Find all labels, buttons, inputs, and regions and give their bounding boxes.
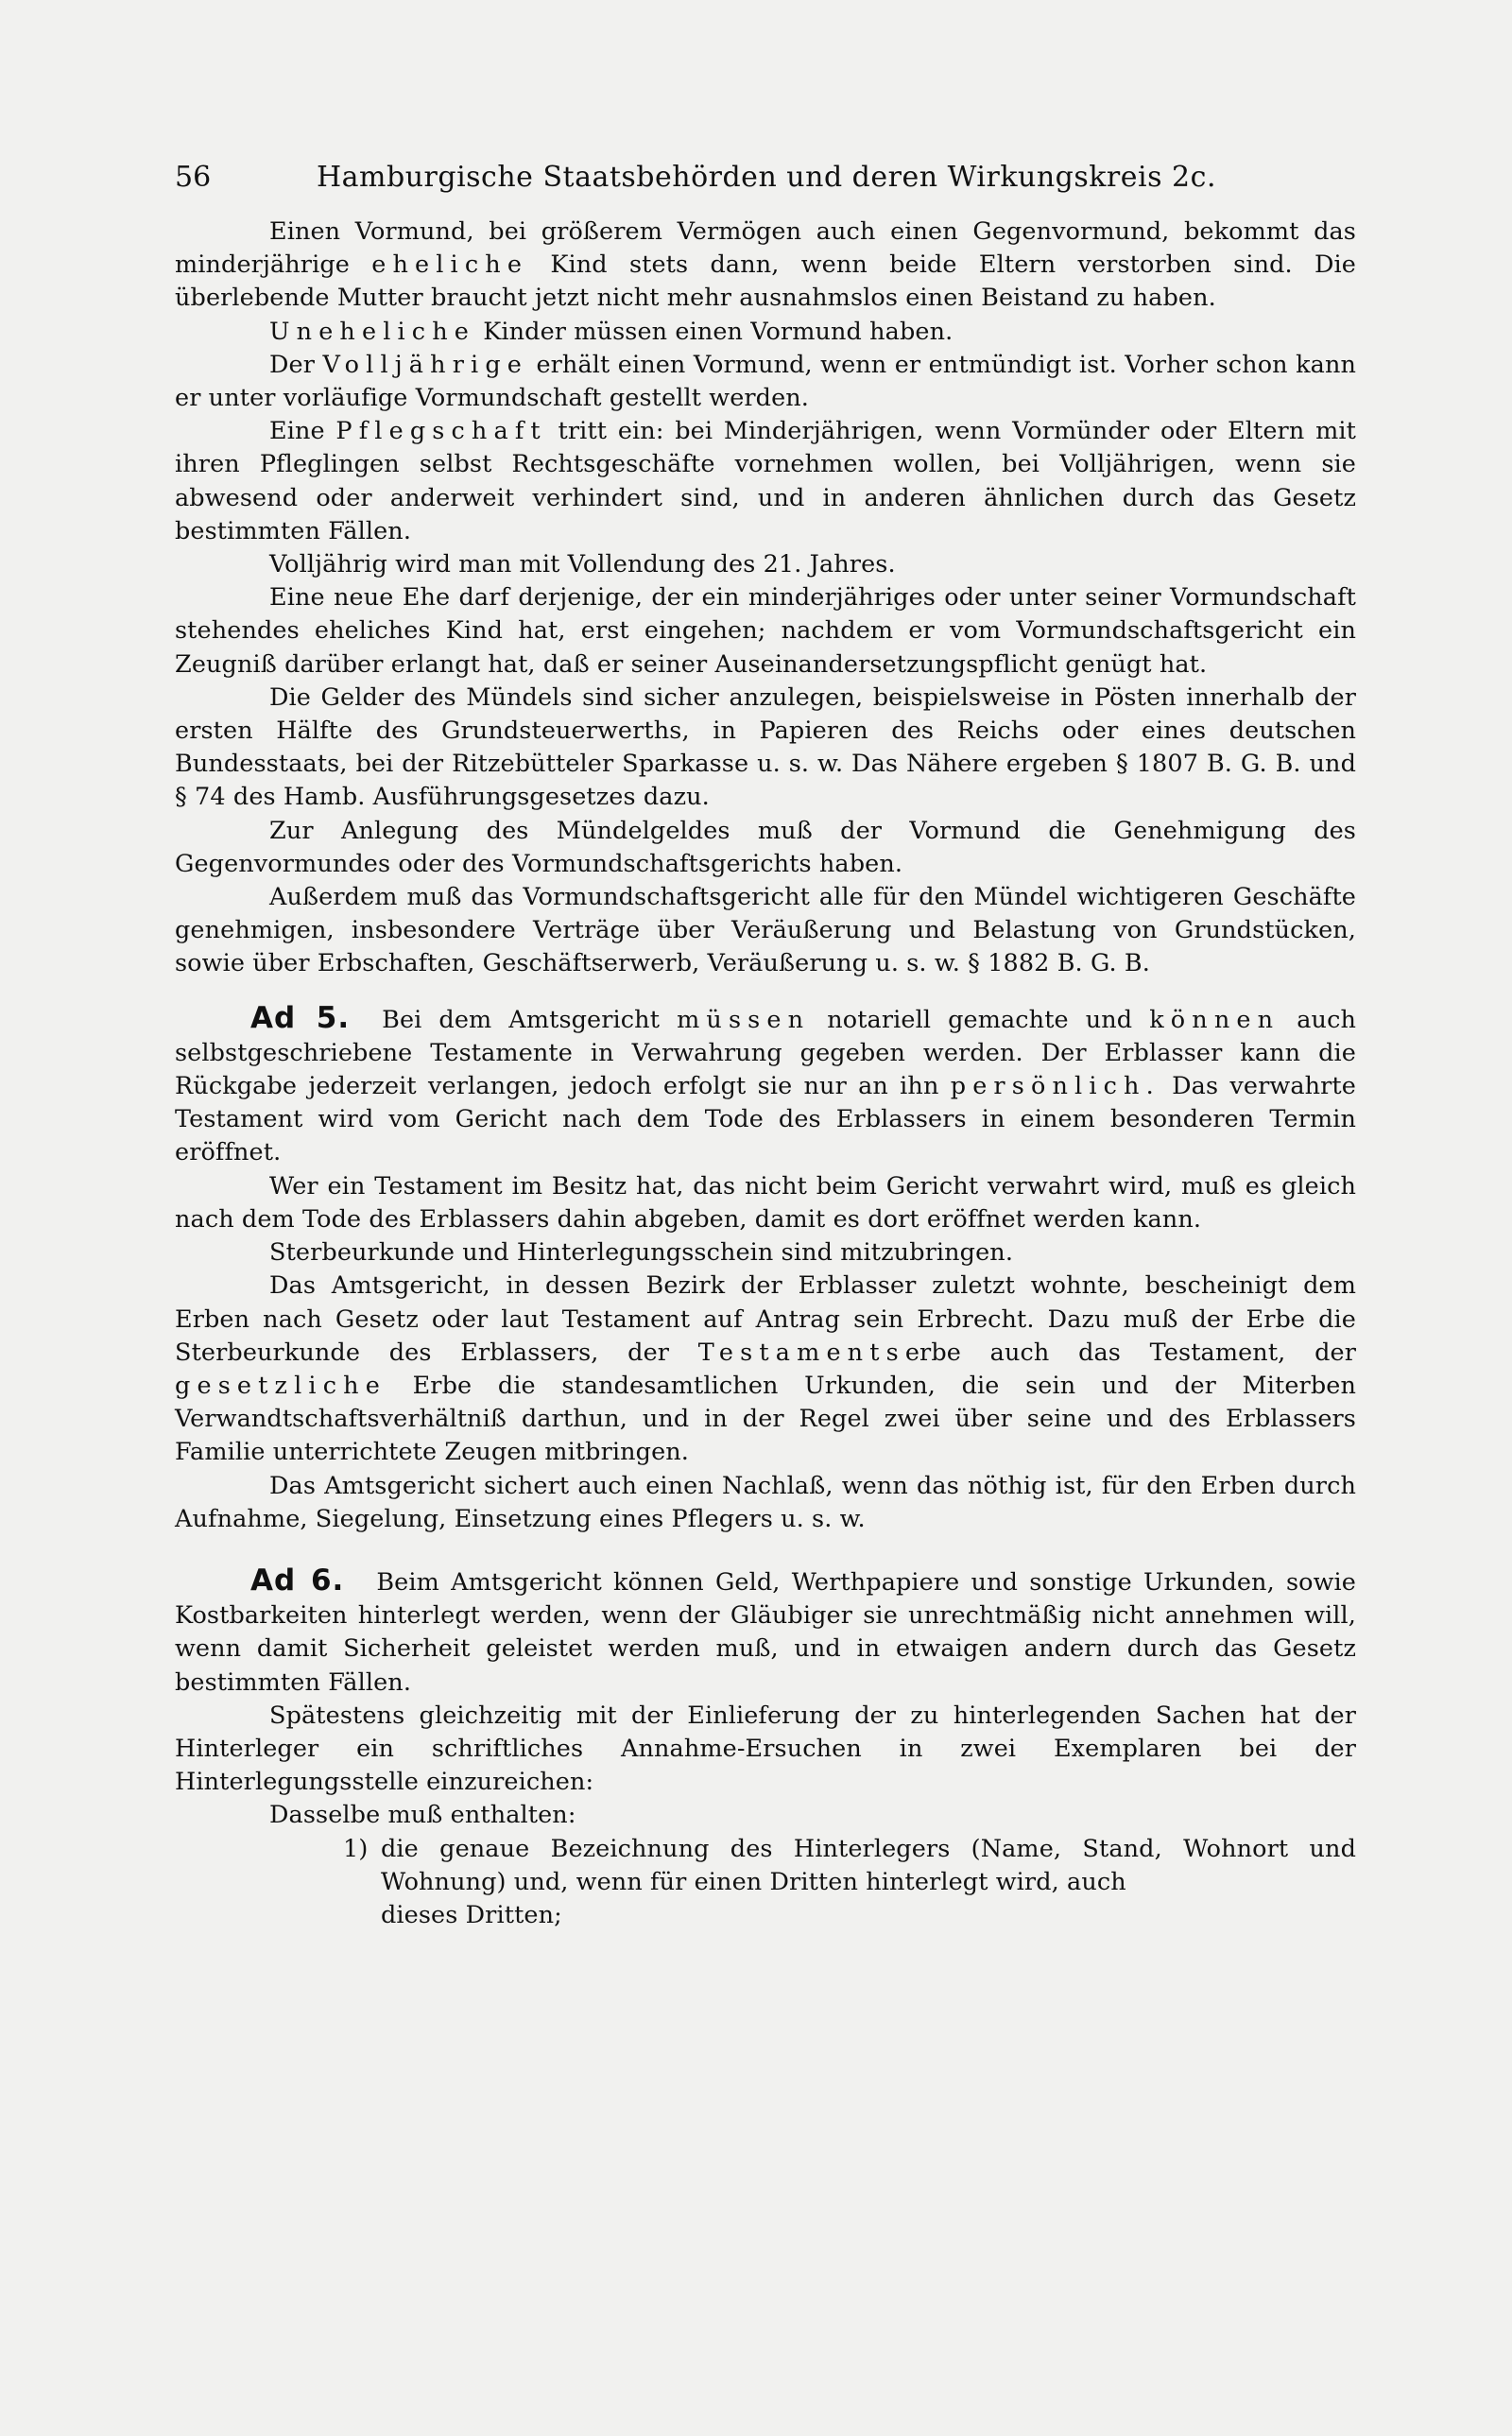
- paragraph-guardian: Einen Vormund, bei größerem Vermögen auch einen Gegenvormund, bekommt das minderjährige eheliche Kind stets dann, wenn beide Eltern verstorben sind. Die überlebende Mutter braucht jetzt nicht mehr ausnahmslos einen Beistand zu haben.: [175, 217, 1356, 313]
- paragraph-court-approval: Außerdem muß das Vormundschaftsgericht alle für den Mündel wichtigeren Geschäfte genehmigen, insbesondere Verträge über Veräußerung und Belastung von Grundstücken, sowie über Erbschaften, Geschäftserwerb, Veräußerung u. s. w. § 1882 B. G. B.: [175, 883, 1356, 978]
- paragraph-curatorship: Eine Pflegschaft tritt ein: bei Minderjährigen, wenn Vormünder oder Eltern mit ihren Pfleglingen selbst Rechtsgeschäfte vornehmen wollen, bei Volljährigen, wenn sie abwesend oder anderweit verhindert sind, und in anderen ähnlichen durch das Gesetz bestimmten Fällen.: [175, 417, 1356, 545]
- paragraph-adult: Der Volljährige erhält einen Vormund, wenn er entmündigt ist. Vorher schon kann er unter vorläufige Vormundschaft gestellt werden.: [175, 350, 1356, 413]
- page-header: [175, 161, 1356, 199]
- paragraph-remarriage: Eine neue Ehe darf derjenige, der ein minderjähriges oder unter seiner Vormundschaft stehendes eheliches Kind hat, erst eingehen; nachdem er vom Vormundschaftsgericht ein Zeugniß darüber erlangt hat, daß er seiner Auseinandersetzungspflicht genügt hat.: [175, 583, 1356, 679]
- paragraph-ward-money: Die Gelder des Mündels sind sicher anzulegen, beispielsweise in Pösten innerhalb der ersten Hälfte des Grundsteuerwerths, in Papieren des Reichs oder eines deutschen Bundesstaats, bei der Ritzebütteler Sparkasse u. s. w. Das Nähere ergeben § 1807 B. G. B. und § 74 des Hamb. Ausführungsgesetzes dazu.: [175, 682, 1356, 812]
- list-item: 1) die genaue Bezeichnung des Hinterlegers (Name, Stand, Wohnort und Wohnung) und, wenn für einen Dritten hinterlegt wird, auch: [343, 1834, 1356, 1896]
- paragraph-must-contain: Dasselbe muß enthalten:: [269, 1801, 576, 1830]
- paragraph-inheritance-certificate: Das Amtsgericht, in dessen Bezirk der Erblasser zuletzt wohnte, bescheinigt dem Erben nach Gesetz oder laut Testament auf Antrag sein Erbrecht. Dazu muß der Erbe die Sterbeurkunde des Erblassers, der Testamentserbe auch das Testament, der gesetzliche Erbe die standesamtlichen Urkunden, die sein und der Miterben Verwandtschaftsverhältniß darthun, und in der Regel zwei über seine und des Erblassers Familie unterrichtete Zeugen mitbringen.: [175, 1271, 1356, 1467]
- body-text: [175, 216, 1356, 1932]
- paragraph-estate-security: Das Amtsgericht sichert auch einen Nachlaß, wenn das nöthig ist, für den Erben durch Aufnahme, Siegelung, Einsetzung eines Pflegers u. s. w.: [175, 1471, 1356, 1533]
- paragraph-death-certificate: Sterbeurkunde und Hinterlegungsschein sind mitzubringen.: [269, 1238, 1014, 1268]
- paragraph-deposit-request: Spätestens gleichzeitig mit der Einlieferung der zu hinterlegenden Sachen hat der Hinterleger ein schriftliches Annahme-Ersuchen in zwei Exemplaren bei der Hinterlegungsstelle einzureichen:: [175, 1701, 1356, 1797]
- section-label-ad5: Ad 5.: [250, 1000, 351, 1035]
- paragraph-investment-approval: Zur Anlegung des Mündelgeldes muß der Vormund die Genehmigung des Gegenvormundes oder des Vormundschaftsgerichts haben.: [175, 816, 1356, 878]
- list-item-continuation: dieses Dritten;: [381, 1900, 562, 1929]
- page-number: 56: [175, 161, 212, 194]
- section-ad6: Ad 6. Beim Amtsgericht können Geld, Werthpapiere und sonstige Urkunden, sowie Kostbarkeiten hinterlegt werden, wenn der Gläubiger sie unrechtmäßig nicht annehmen will, wenn damit Sicherheit geleistet werden muß, und in etwaigen andern durch das Gesetz bestimmten Fällen.: [175, 1563, 1356, 1697]
- section-label-ad6: Ad 6.: [250, 1563, 345, 1598]
- paragraph-testament-possession: Wer ein Testament im Besitz hat, das nicht beim Gericht verwahrt wird, muß es gleich nach dem Tode des Erblassers dahin abgeben, damit es dort eröffnet werden kann.: [175, 1171, 1356, 1234]
- paragraph-majority: Volljährig wird man mit Vollendung des 21. Jahres.: [269, 550, 896, 579]
- section-ad5: Ad 5. Bei dem Amtsgericht müssen notariell gemachte und können auch selbstgeschriebene Testamente in Verwahrung gegeben werden. Der Erblasser kann die Rückgabe jederzeit verlangen, jedoch erfolgt sie nur an ihn persönlich. Das verwahrte Testament wird vom Gericht nach dem Tode des Erblassers in einem besonderen Termin eröffnet.: [175, 1000, 1356, 1167]
- paragraph-illegitimate: Uneheliche Kinder müssen einen Vormund haben.: [269, 317, 954, 346]
- running-title: Hamburgische Staatsbehörden und deren Wirkungskreis 2c.: [317, 161, 1216, 194]
